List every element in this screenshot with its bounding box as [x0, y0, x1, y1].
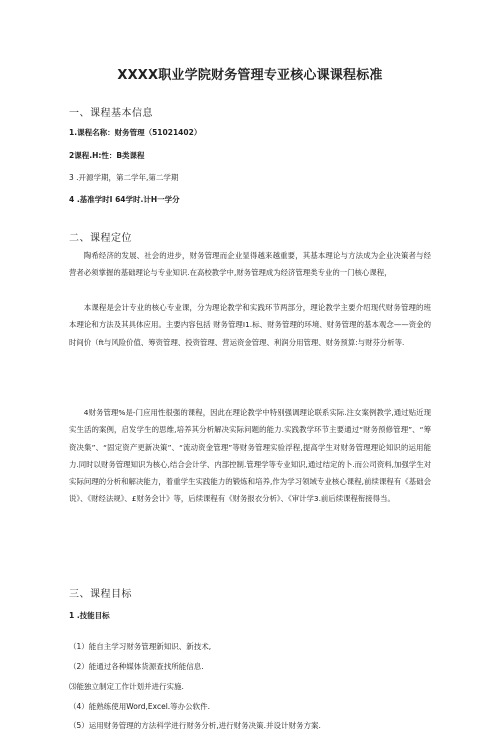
skill-objectives-heading: 1 .技能目标 [69, 611, 110, 620]
objective-item: （2）能通过各种媒体货源查找所能信息. [69, 662, 204, 671]
section-heading-positioning: 二、课程定位 [69, 233, 132, 244]
section-heading-objectives: 三、课程目标 [69, 589, 132, 600]
section-heading-basic-info: 一、课程基本信息 [69, 108, 153, 119]
document-title: XXXX职业学院财务管理专亚核心课课程标准 [117, 68, 383, 83]
credit-hours-line: 4 .基准学时I 64学时.计H一学分 [69, 195, 180, 204]
semester-line: 3 .开源学期，第二学年,第二学期 [69, 173, 179, 182]
positioning-paragraph-2: 本课程是会计专业的核心专业课，分为理论教学和实践环节两部分，理论教学主要介绍现代财务管理的班本理论和方法及其具体应用。主要内容包括 财务管理I1.标、财务管理的环境、财务管理的基本观念——资金的时间价（ft与风险价值、筹资管理、投资管理、营运资金管理、利润分用管理、财务预算:与财芬分析等. [69, 303, 431, 347]
course-type-line: 2课程.H:性：B类课程 [69, 151, 145, 160]
objective-item: （5）运用财务管理的方法科学进行财务分析,进行财务决策.并设计财务方案. [69, 721, 321, 730]
objective-item: （1）能自主学习财务管理新知识、新技术, [69, 642, 212, 651]
objective-item: （4）能熟练使用Word,Excel.等办公软件. [69, 702, 211, 711]
positioning-paragraph-3: 4财务管理%是-门应用性很强的课程，因此在理论教学中特别强调理论联系实际.注女案例教学,通过贴近现实生活的案例，启发学生的思维,培养其分析解决实际问题的能力.实践教学环节主要通过“财务预修管理”、“筹资决集”、“固定资产更新决策”、“流动资金管理”等财务管理实验浮程,提高学生对财务管理理论知识的运用能力.同时以财务管理知识为核心,结合会计学、内部控制.管理学等专业知识,通过结定的卜.而公司资料,加强学生对实际问理的分析和解决能力，着重学生实践能力的锻炼和培养,作为学习领域专业核心课程,前续课程有《基础会说》、《财经法规》、£财务会计》等，后续课程有《财务报衣分析》、《审计学3.前后续课程衔接得当。 [69, 408, 431, 504]
course-name-line: 1.课程名称：财务管理（51021402） [69, 128, 202, 137]
positioning-paragraph-1: 陶希经济的发展、社会的进步，财务管理而企业显得越来越重要，其基本理论与方法成为企业决策者与经营者必须掌握的基础理论与专业知识.在高校教学中,财务管理成为经济管理类专业的一门核心课程， [69, 251, 431, 278]
objective-item: ⑶能独立制定工作计划并进行实施. [69, 682, 184, 691]
